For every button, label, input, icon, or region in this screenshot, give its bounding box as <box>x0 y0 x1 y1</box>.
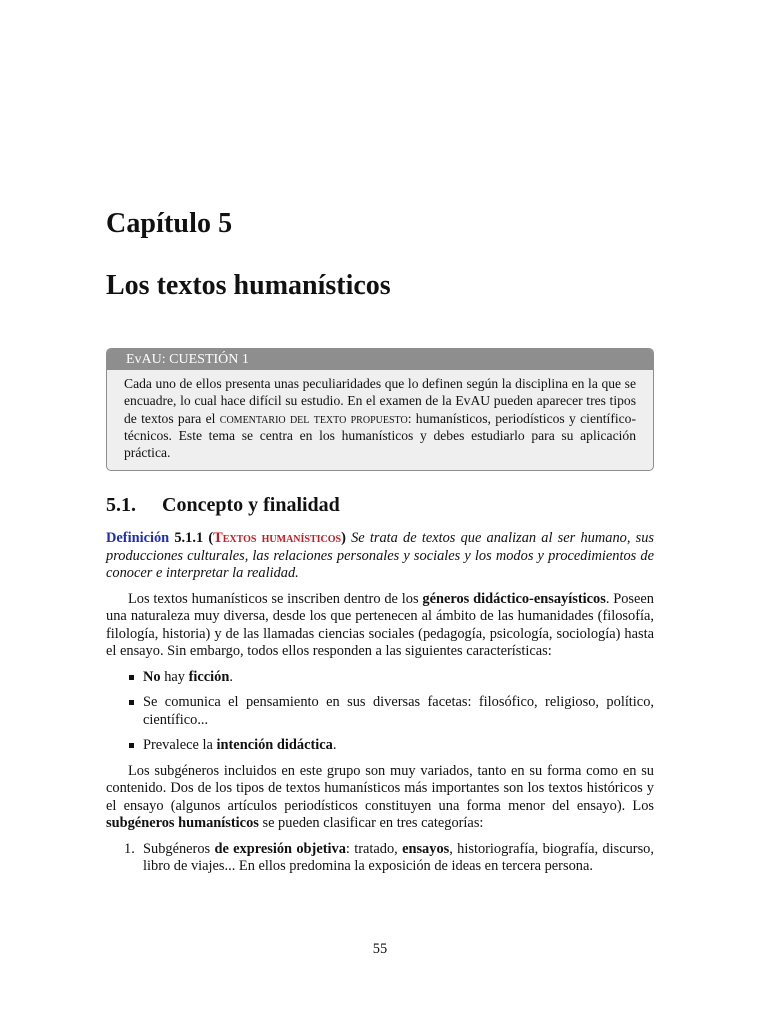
page-number: 55 <box>372 941 388 957</box>
list-item <box>106 694 654 729</box>
bold-term: subgéneros humanísticos <box>106 815 259 831</box>
bold-term: ficción <box>188 668 230 685</box>
definition-label: Definición <box>106 530 170 546</box>
bold-term: No <box>143 668 161 685</box>
section-title: Concepto y finalidad <box>162 494 340 516</box>
bold-term: géneros didáctico-ensayísticos <box>422 590 606 607</box>
characteristics-list <box>106 669 654 755</box>
definition-text: Se trata de textos que analizan al ser humano, sus producciones culturales, las relaciones personales y sociales y los modos y procedimientos de conocer e interpretar la realidad. <box>106 530 655 581</box>
evau-question-box <box>106 348 654 471</box>
body-text <box>106 530 654 876</box>
list-item <box>106 737 654 755</box>
section-number: 5.1. <box>106 494 136 516</box>
text-run: . <box>229 668 233 685</box>
list-item <box>106 841 654 876</box>
bullet-icon <box>129 743 134 748</box>
box-smallcaps-term: comentario del texto propuesto <box>219 410 408 426</box>
bullet-icon <box>129 675 134 680</box>
bullet-icon <box>129 700 134 705</box>
text-run: . Poseen una naturaleza muy diversa, desde los que pertenecen al ámbito de las humanidades (filosofía, filología, historia) y de las llamadas ciencias sociales (pedagogía, psicología, sociología) hasta el ensayo. Sin embargo, todos ellos responden a las siguientes características: <box>106 590 655 659</box>
text-run: . <box>332 737 337 753</box>
text-run: se pueden clasificar en tres categorías: <box>258 815 484 831</box>
text-run: Se comunica el pensamiento en sus diversas facetas: filosófico, religioso, político, científico... <box>143 694 654 728</box>
bold-term: ensayos <box>402 840 450 857</box>
text-run: Los textos humanísticos se inscriben dentro de los <box>128 590 423 607</box>
box-text-part: Cada uno de ellos presenta unas peculiaridades que lo definen según la disciplina en la que se encuadre, lo cual hace difícil su estudio. En el examen de la EvAU pueden aparecer tres tipos de textos para el <box>124 376 636 426</box>
list-item <box>106 669 654 687</box>
definition <box>106 530 654 583</box>
bold-term: de expresión objetiva <box>214 840 346 857</box>
text-run: : tratado, <box>345 840 403 857</box>
text-run: , historiografía, biografía, discurso, libro de viajes... En ellos predomina la exposición de ideas en tercera persona. <box>143 840 654 874</box>
definition-open-paren: ( <box>208 530 214 546</box>
paragraph-1 <box>106 591 654 661</box>
text-run: Prevalece la <box>143 737 217 753</box>
chapter-heading: Capítulo 5 <box>106 208 233 239</box>
definition-number: 5.1.1 <box>174 530 204 546</box>
box-text-part: : humanísticos, periodísticos y científico-técnicos. Este tema se centra en los humanísticos y debes estudiarlo para su aplicación práctica. <box>124 410 636 461</box>
subgenres-list <box>106 841 654 876</box>
list-number: 1. <box>124 840 135 857</box>
box-header: EvAU: CUESTIÓN 1 <box>107 349 653 370</box>
definition-term: Textos humanísticos <box>213 530 342 546</box>
definition-close-paren: ) <box>341 530 346 546</box>
text-run: hay <box>160 668 189 685</box>
section-heading <box>106 494 340 517</box>
bold-term: intención didáctica <box>216 737 333 753</box>
paragraph-2 <box>106 763 654 833</box>
text-run: Los subgéneros incluidos en este grupo son muy variados, tanto en su forma como en su contenido. Dos de los tipos de textos humanísticos más importantes son los textos históricos y el ensayo (algunos artículos periodísticos constituyen una forma menor del ensayo). Los <box>106 762 654 814</box>
chapter-title: Los textos humanísticos <box>106 270 391 301</box>
box-body <box>107 370 653 470</box>
text-run: Subgéneros <box>143 840 215 857</box>
